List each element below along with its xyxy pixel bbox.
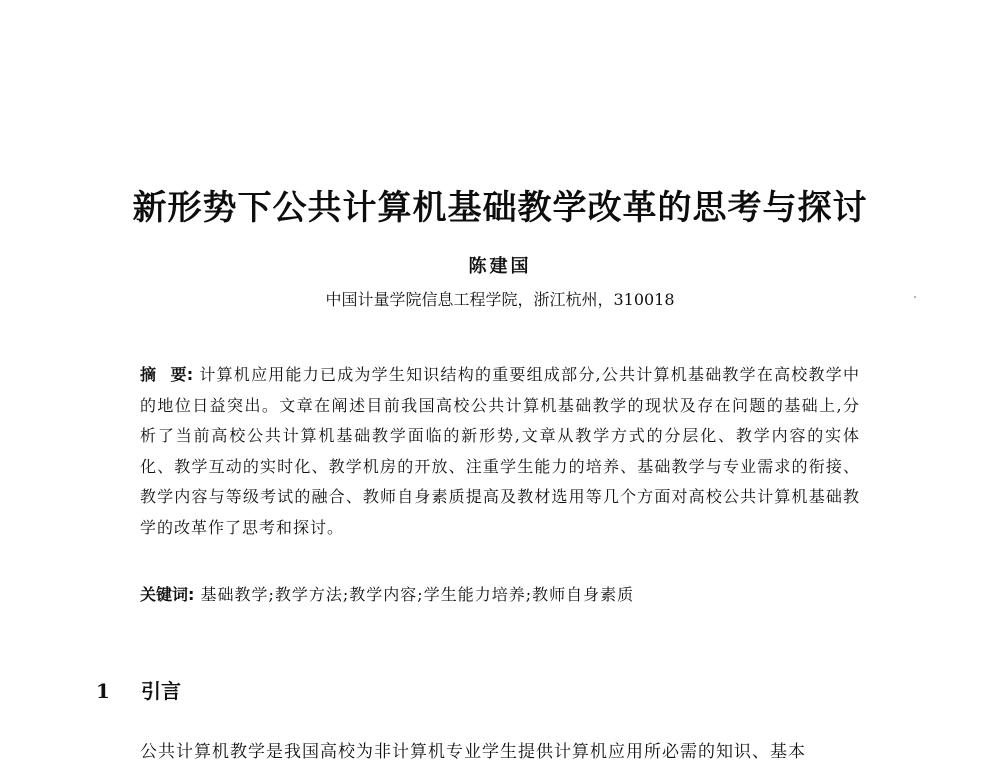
keywords-label <box>140 585 194 604</box>
paper-title: 新形势下公共计算机基础教学改革的思考与探讨 <box>132 188 868 228</box>
author-name: 陈建国 <box>468 256 532 277</box>
abstract-text: 计算机应用能力已成为学生知识结构的重要组成部分,公共计算机基础教学在高校教学中的地位日益突出。文章在阐述目前我国高校公共计算机基础教学的现状及存在问题的基础上,分析了当前高校公共计算机基础教学面临的新形势,文章从教学方式的分层化、教学内容的实体化、教学互动的实时化、教学机房的开放、注重学生能力的培养、基础教学与专业需求的衔接、教学内容与等级考试的融合、教师自身素质提高及教材选用等几个方面对高校公共计算机基础教学的改革作了思考和探讨。 <box>140 365 860 537</box>
abstract-block <box>140 360 860 543</box>
keywords-separator: : <box>188 585 195 604</box>
keywords-block <box>140 582 860 608</box>
body-paragraph: 公共计算机教学是我国高校为非计算机专业学生提供计算机应用所必需的知识、基本 <box>140 742 806 762</box>
abstract-label <box>140 365 193 384</box>
scan-speck <box>914 296 916 298</box>
abstract-separator: : <box>186 365 194 384</box>
abstract-label-first: 摘 <box>140 365 157 384</box>
section-number: 1 <box>96 679 110 703</box>
section-heading <box>96 676 181 706</box>
author-affiliation: 中国计量学院信息工程学院，浙江杭州，310018 <box>325 290 675 309</box>
keywords-label-text: 关键词 <box>140 585 189 604</box>
abstract-label-second: 要 <box>170 365 187 384</box>
section-title: 引言 <box>140 679 181 703</box>
keywords-text: 基础教学;教学方法;教学内容;学生能力培养;教师自身素质 <box>200 585 635 604</box>
